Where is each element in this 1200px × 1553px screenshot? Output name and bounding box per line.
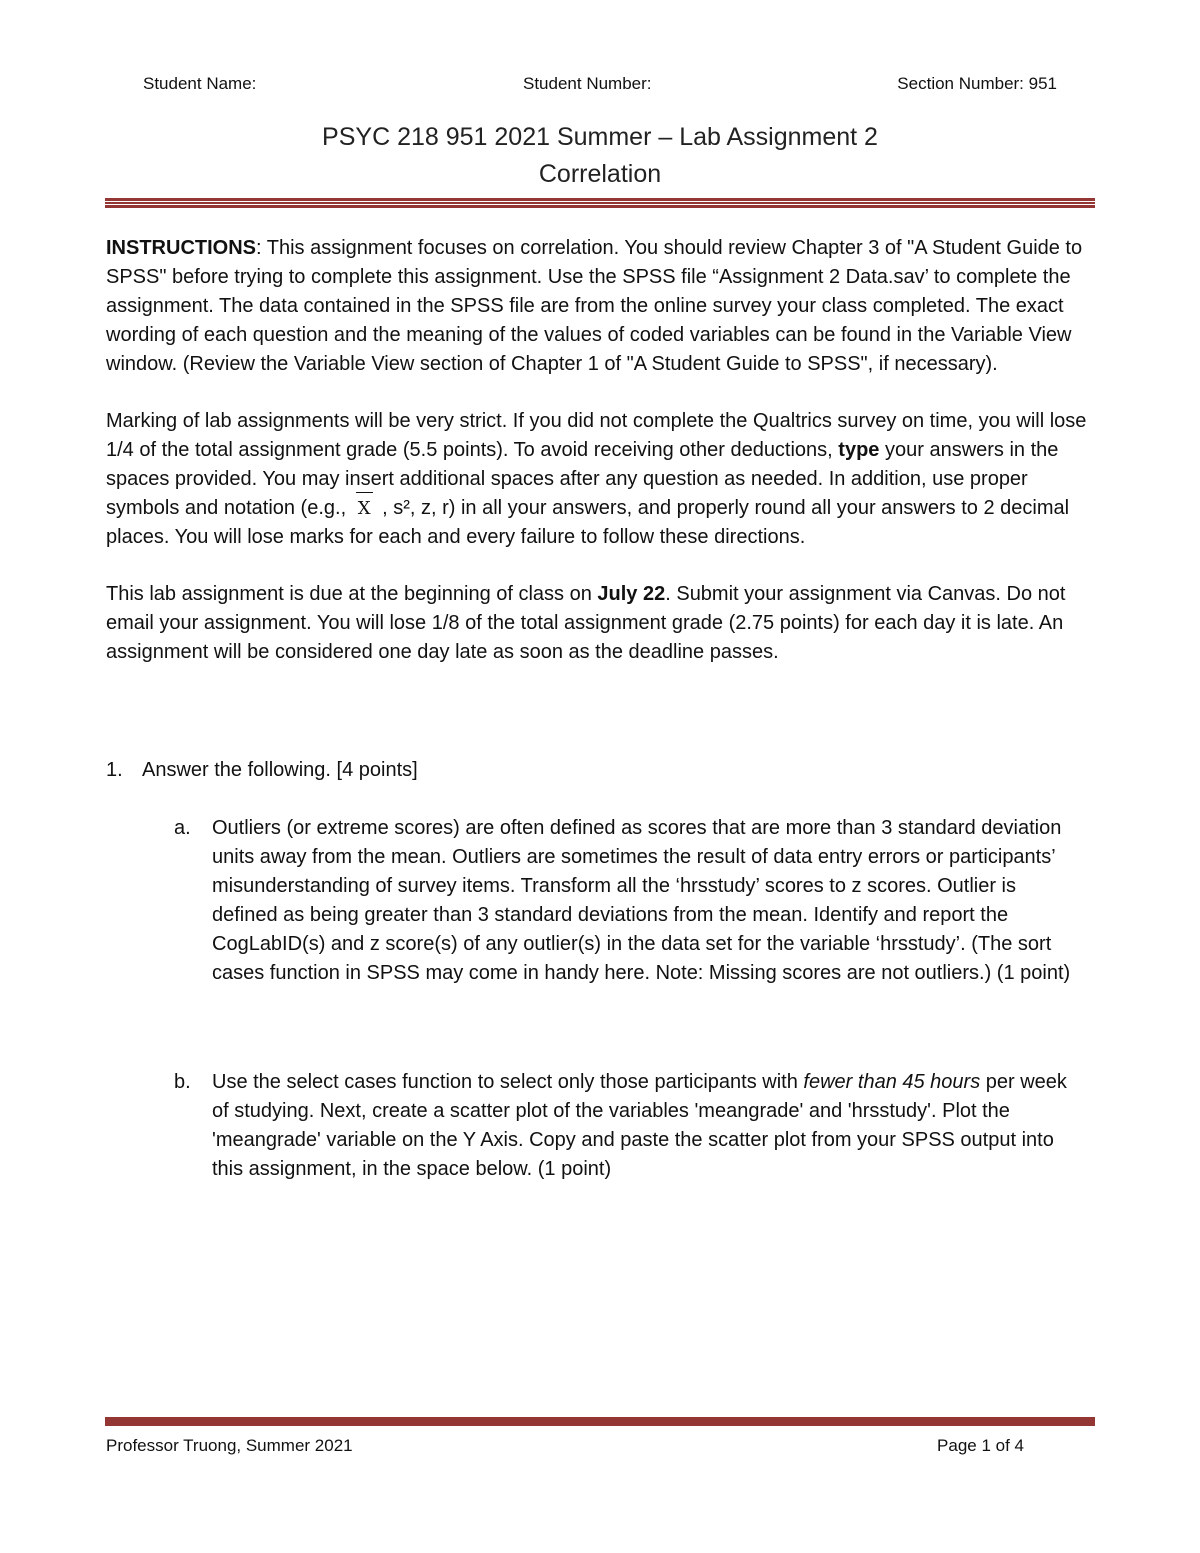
x-bar-symbol: X [352, 494, 377, 523]
due-text-1: This lab assignment is due at the beginning of class on [106, 583, 598, 605]
student-name-label: Student Name: [143, 74, 257, 93]
question-1b-emphasis: fewer than 45 hours [803, 1071, 981, 1093]
question-1b-text-2: per week of studying. Next, create a scatter plot of the variables 'meangrade' and 'hrsstudy'. Plot the 'meangrade' variable on the Y Axis. Copy and paste the scatter plot from your SPSS output into this assignment, in the space below. (1 point) [212, 1071, 1067, 1180]
student-number-label: Student Number: [523, 74, 652, 93]
question-1b-label: b. [174, 1071, 191, 1093]
question-1a [174, 814, 1084, 988]
section-number-label: Section Number: 951 [897, 74, 1057, 93]
instructions-paragraph [106, 234, 1096, 379]
instructions-label: INSTRUCTIONS [106, 237, 256, 259]
marking-paragraph [106, 407, 1096, 552]
question-1-text: Answer the following. [4 points] [142, 759, 418, 781]
marking-text-1: Marking of lab assignments will be very strict. If you did not complete the Qualtrics survey on time, you will lose 1/4 of the total assignment grade (5.5 points). To avoid receiving other deductions, [106, 410, 1087, 461]
footer-page-number: Page 1 of 4 [937, 1436, 1024, 1455]
bottom-divider [105, 1417, 1095, 1426]
document-title: PSYC 218 951 2021 Summer – Lab Assignment 2 [322, 123, 878, 151]
due-date: July 22 [597, 583, 666, 605]
due-paragraph [106, 580, 1096, 667]
question-1a-label: a. [174, 817, 191, 839]
question-1b [174, 1068, 1084, 1184]
due-text-2: . Submit your assignment via Canvas. Do not email your assignment. You will lose 1/8 of the total assignment grade (2.75 points) for each day it is late. An assignment will be considered one day late as soon as the deadline passes. [106, 583, 1066, 663]
question-1b-text-1: Use the select cases function to select only those participants with [212, 1071, 804, 1093]
question-1b-text [212, 1068, 1084, 1184]
marking-text-2: your answers in the spaces provided. You may insert additional spaces after any question as needed. In addition, use proper symbols and notation (e.g., [106, 439, 1059, 519]
question-1 [106, 756, 418, 785]
question-1-number: 1. [106, 759, 123, 781]
marking-text-3: , s², z, r) in all your answers, and properly round all your answers to 2 decimal places. You will lose marks for each and every failure to follow these directions. [106, 497, 1070, 548]
question-1a-text: Outliers (or extreme scores) are often defined as scores that are more than 3 standard deviation units away from the mean. Outliers are sometimes the result of data entry errors or participants’ misunderstanding of survey items. Transform all the ‘hrsstudy’ scores to z scores. Outlier is defined as being greater than 3 standard deviations from the mean. Identify and report the CogLabID(s) and z score(s) of any outlier(s) in the data set for the variable ‘hrsstudy’. (The sort cases function in SPSS may come in handy here. Note: Missing scores are not outliers.) (1 point) [212, 817, 1071, 984]
type-emphasis: type [838, 439, 880, 461]
footer-author: Professor Truong, Summer 2021 [106, 1436, 353, 1455]
instructions-text: : This assignment focuses on correlation. You should review Chapter 3 of "A Student Guide to SPSS" before trying to complete this assignment. Use the SPSS file “Assignment 2 Data.sav’ to complete the assignment. The data contained in the SPSS file are from the online survey your class completed. The exact wording of each question and the meaning of the values of coded variables can be found in the Variable View window. (Review the Variable View section of Chapter 1 of "A Student Guide to SPSS", if necessary). [106, 237, 1083, 375]
body-text [106, 234, 1096, 695]
top-divider [105, 198, 1095, 208]
document-subtitle: Correlation [538, 160, 662, 188]
